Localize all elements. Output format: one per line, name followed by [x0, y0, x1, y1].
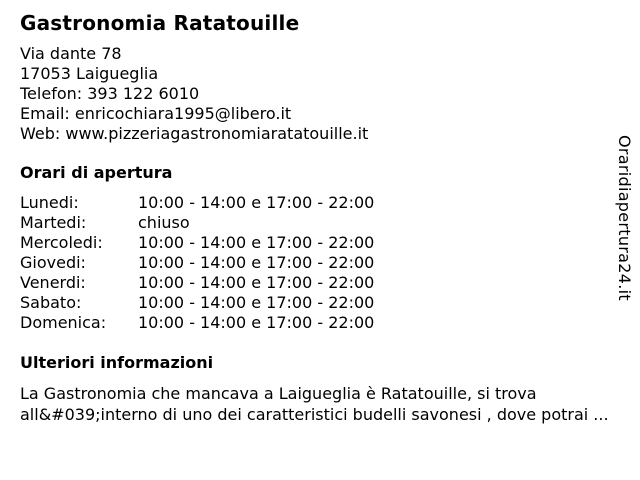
hours-row-wednesday: [20, 233, 620, 253]
hours-row-monday: [20, 193, 620, 213]
hours-day: Giovedi:: [20, 253, 86, 272]
hours-day: Mercoledi:: [20, 233, 103, 252]
web-line: Web: www.pizzeriagastronomiaratatouille.it: [20, 124, 369, 143]
hours-day: Martedi:: [20, 213, 87, 232]
hours-time: 10:00 - 14:00 e 17:00 - 22:00: [138, 273, 375, 292]
hours-row-sunday: [20, 313, 620, 333]
hours-time: 10:00 - 14:00 e 17:00 - 22:00: [138, 193, 375, 212]
hours-day: Domenica:: [20, 313, 107, 332]
hours-day: Sabato:: [20, 293, 82, 312]
address-block: [20, 44, 620, 144]
hours-time: 10:00 - 14:00 e 17:00 - 22:00: [138, 253, 375, 272]
hours-time: chiuso: [138, 213, 190, 232]
hours-day: Lunedi:: [20, 193, 79, 212]
business-name: Gastronomia Ratatouille: [20, 11, 300, 35]
business-card: [20, 10, 620, 425]
hours-heading: Orari di apertura: [20, 163, 173, 182]
hours-row-friday: [20, 273, 620, 293]
phone-line: Telefon: 393 122 6010: [20, 84, 200, 103]
hours-row-thursday: [20, 253, 620, 273]
more-info-heading: Ulteriori informazioni: [20, 353, 214, 372]
address-city: 17053 Laigueglia: [20, 64, 159, 83]
address-street: Via dante 78: [20, 44, 122, 63]
hours-day: Venerdi:: [20, 273, 86, 292]
hours-time: 10:00 - 14:00 e 17:00 - 22:00: [138, 293, 375, 312]
side-brand-watermark: Oraridiapertura24.it: [615, 135, 634, 301]
hours-row-tuesday: [20, 213, 620, 233]
hours-table: [20, 193, 620, 333]
more-info-text: La Gastronomia che mancava a Laigueglia è Ratatouille, si trova all&#039;interno di uno dei caratteristici budelli savonesi , dove potrai ...: [20, 384, 609, 424]
hours-row-saturday: [20, 293, 620, 313]
hours-time: 10:00 - 14:00 e 17:00 - 22:00: [138, 233, 375, 252]
email-line: Email: enricochiara1995@libero.it: [20, 104, 292, 123]
hours-time: 10:00 - 14:00 e 17:00 - 22:00: [138, 313, 375, 332]
